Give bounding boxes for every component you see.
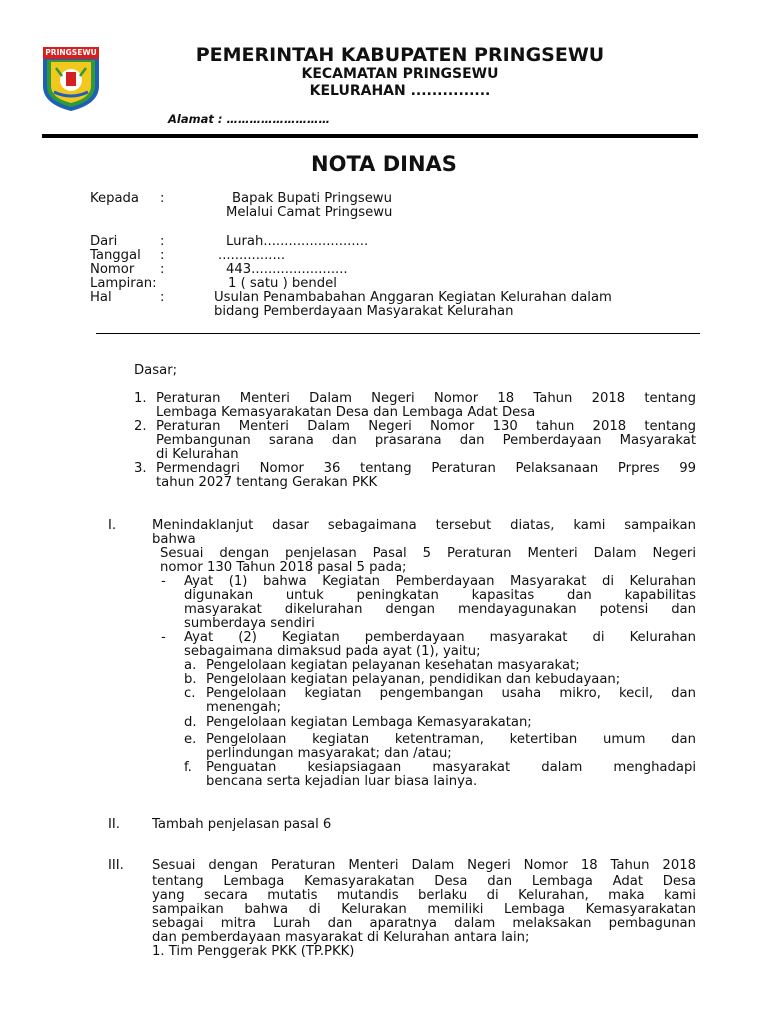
list-text: Pengelolaan kegiatan pengembangan usaha mikro, kecil, dan	[206, 686, 696, 701]
field-label-hal: Hal	[90, 290, 112, 305]
field-colon: :	[160, 248, 165, 263]
list-text: Penguatan kesiapsiagaan masyarakat dalam menghadapi	[206, 760, 696, 775]
list-text: menengah;	[206, 700, 282, 715]
header-address: Alamat : ………………………	[168, 112, 330, 126]
header-divider	[42, 134, 698, 138]
header-government-name: PEMERINTAH KABUPATEN PRINGSEWU	[195, 44, 605, 66]
list-text: perlindungan masyarakat; dan /atau;	[206, 746, 452, 761]
section-text: yang secara mutatis mutandis berlaku di Kelurahan, maka kami	[152, 888, 696, 903]
section-number: II.	[108, 817, 120, 832]
section-text: dan pemberdayaan masyarakat di Kelurahan antara lain;	[152, 930, 530, 945]
list-text: tahun 2027 tentang Gerakan PKK	[156, 475, 378, 490]
section-text: Tambah penjelasan pasal 6	[152, 817, 332, 832]
dasar-heading: Dasar;	[134, 363, 178, 378]
field-value-hal-cont: bidang Pemberdayaan Masyarakat Kelurahan	[214, 304, 514, 319]
field-value-hal: Usulan Penambabahan Anggaran Kegiatan Kelurahan dalam	[214, 290, 612, 305]
list-number: 1.	[134, 391, 147, 406]
field-value-kepada: Bapak Bupati Pringsewu	[232, 191, 392, 206]
regency-logo	[42, 46, 100, 112]
section-number: I.	[108, 518, 117, 533]
bullet-dash: -	[161, 574, 166, 589]
list-text: di Kelurahan	[156, 447, 239, 462]
list-text: Lembaga Kemasyarakatan Desa dan Lembaga Adat Desa	[156, 405, 536, 420]
bullet-text: Ayat (2) Kegiatan pemberdayaan masyarakat di Kelurahan	[184, 630, 696, 645]
field-value-nomor: 443.......................	[226, 262, 348, 277]
bullet-text: sebagaimana dimaksud pada ayat (1), yaitu;	[184, 644, 481, 659]
document-title: NOTA DINAS	[311, 152, 457, 176]
bullet-text: sumberdaya sendiri	[184, 616, 315, 631]
list-text: Pengelolaan kegiatan ketentraman, ketertiban umum dan	[206, 732, 696, 747]
section-text: Sesuai dengan Peraturan Menteri Dalam Negeri Nomor 18 Tahun 2018	[152, 858, 696, 873]
bullet-dash: -	[161, 630, 166, 645]
field-label-lampiran: Lampiran:	[90, 276, 157, 291]
logo-text: PRINGSEWU	[45, 48, 97, 57]
bullet-text: masyarakat dikelurahan dengan mendayagunakan potensi dan	[184, 602, 696, 617]
field-value-lampiran: 1 ( satu ) bendel	[228, 276, 337, 291]
list-text: Pembangunan sarana dan prasarana dan Pemberdayaan Masyarakat	[156, 433, 696, 448]
list-text: Peraturan Menteri Dalam Negeri Nomor 18 Tahun 2018 tentang	[156, 391, 696, 406]
field-colon: :	[160, 290, 165, 305]
list-text: bencana serta kejadian luar biasa lainya.	[206, 774, 478, 789]
field-label-dari: Dari	[90, 234, 118, 249]
section-text: tentang Lembaga Kemasyarakatan Desa dan Lembaga Adat Desa	[152, 874, 696, 889]
bullet-text: digunakan untuk peningkatan kapasitas dan kapabilitas	[184, 588, 696, 603]
section-text: sebagai mitra Lurah dan aparatnya dalam melaksakan pembagunan	[152, 916, 696, 931]
list-text: Pengelolaan kegiatan Lembaga Kemasyarakatan;	[206, 715, 532, 730]
list-letter: c.	[184, 686, 196, 701]
bullet-text: Ayat (1) bahwa Kegiatan Pemberdayaan Masyarakat di Kelurahan	[184, 574, 696, 589]
list-number: 3.	[134, 461, 147, 476]
list-letter: e.	[184, 732, 197, 747]
section-text: sampaikan bahwa di Kelurakan memiliki Lembaga Kemasyarakatan	[152, 902, 696, 917]
section-number: III.	[108, 858, 124, 873]
field-label-tanggal: Tanggal	[90, 248, 141, 263]
list-text: Permendagri Nomor 36 tentang Peraturan Pelaksanaan Prpres 99	[156, 461, 696, 476]
header-district-name: KECAMATAN PRINGSEWU	[301, 66, 499, 82]
section-text: nomor 130 Tahun 2018 pasal 5 pada;	[160, 560, 407, 575]
section-text: Menindaklanjut dasar sebagaimana tersebut diatas, kami sampaikan	[152, 518, 696, 533]
header-subdistrict-name: KELURAHAN ...............	[309, 83, 491, 99]
section-text: Sesuai dengan penjelasan Pasal 5 Peraturan Menteri Dalam Negeri	[160, 546, 696, 561]
field-colon: :	[160, 262, 165, 277]
list-number: 2.	[134, 419, 147, 434]
list-letter: d.	[184, 715, 197, 730]
field-value-tanggal: ................	[218, 248, 286, 263]
field-label-kepada: Kepada	[90, 191, 140, 206]
field-label-nomor: Nomor	[90, 262, 135, 277]
list-letter: a.	[184, 658, 197, 673]
section-text: bahwa	[152, 532, 196, 547]
field-value-kepada-via: Melalui Camat Pringsewu	[226, 205, 393, 220]
field-colon: :	[160, 191, 165, 206]
list-text: Pengelolaan kegiatan pelayanan, pendidikan dan kebudayaan;	[206, 672, 621, 687]
list-item: 1. Tim Penggerak PKK (TP.PKK)	[152, 944, 355, 959]
list-letter: f.	[184, 760, 192, 775]
list-text: Peraturan Menteri Dalam Negeri Nomor 130 tahun 2018 tentang	[156, 419, 696, 434]
field-value-dari: Lurah.........................	[226, 234, 369, 249]
field-colon: :	[160, 234, 165, 249]
list-text: Pengelolaan kegiatan pelayanan kesehatan masyarakat;	[206, 658, 580, 673]
list-letter: b.	[184, 672, 197, 687]
fields-divider	[96, 333, 700, 334]
